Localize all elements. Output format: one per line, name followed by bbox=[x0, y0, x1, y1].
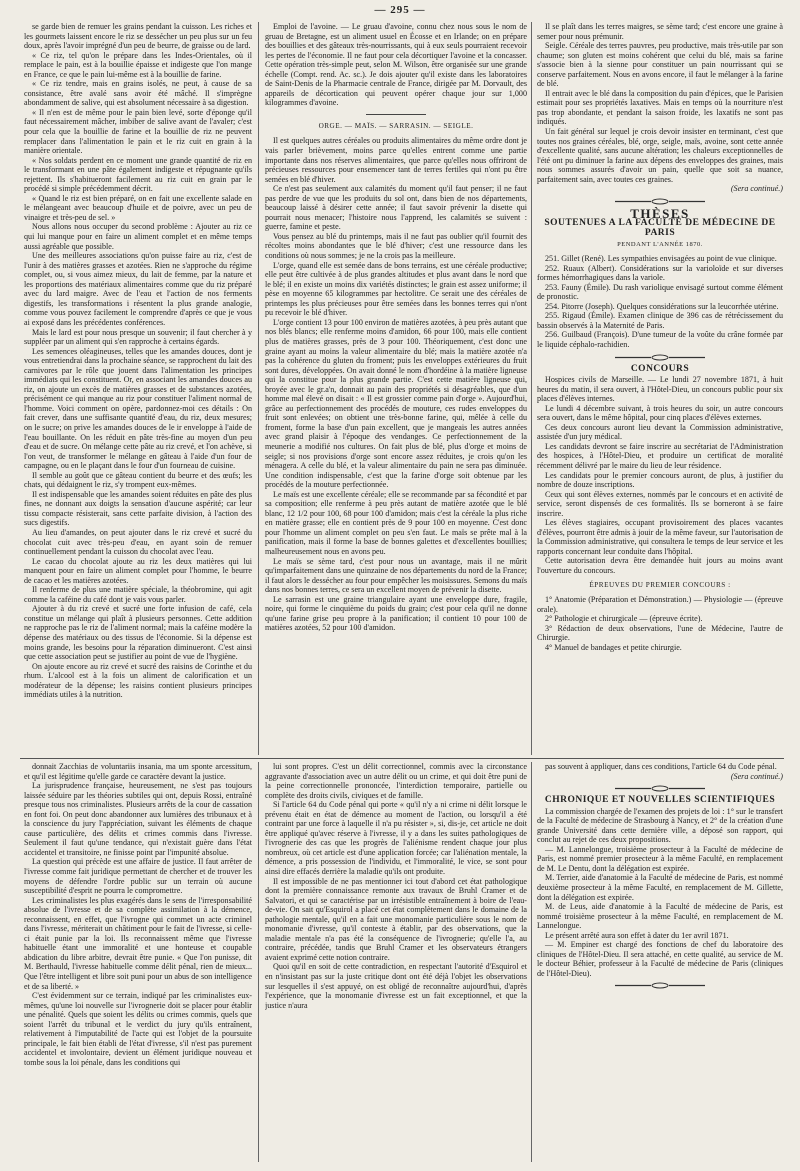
paragraph: Les candidats devront se faire inscrire au secrétariat de l'Administration des hospices, à l'Hôtel-Dieu, et produire un certificat de moralité récemment délivré par le maire du lieu de leur résidence. bbox=[537, 441, 783, 470]
news-item: M. de Leus, aide d'anatomie à la Faculté de médecine de Paris, est nommé troisième prosecteur à la même Faculté, en remplacement de M. Lannelongue. bbox=[537, 902, 783, 931]
paragraph: Un fait général sur lequel je crois devoir insister en terminant, c'est que toutes nos graines céréales, blé, orge, seigle, maïs, avoine, sont cette année d'excellente qualité, sans aucune altération; les chaleurs exceptionnelles de l'été ont pu diminuer la farine aux dépens des enveloppes des graines, mais nous sommes assurés d'avoir un pain, quelle que soit sa nuance, parfaitement sain, avec toutes ces graines. bbox=[537, 127, 783, 184]
epreuves-heading: ÉPREUVES DU PREMIER CONCOURS : bbox=[589, 580, 731, 589]
thesis-entry: 251. Gillet (René). Les sympathies envisagées au point de vue clinique. bbox=[545, 254, 777, 264]
column-divider bbox=[258, 762, 259, 1162]
paragraph: Seigle. Céréale des terres pauvres, peu productive, mais très-utile par son chaume; son gluten est moins cohérent que celui du blé, mais sa farine s'associe bien à la sienne pour constituer un pain nourrissant qui se conserve parfaitement. Nous en avons encore, il faut le mélanger à la farine de blé. bbox=[537, 41, 783, 89]
paragraph: pas souvent à appliquer, dans ces conditions, l'article 64 du Code pénal. bbox=[545, 762, 777, 771]
paragraph: Mais le lard est pour nous presque un souvenir; il faut chercher à y suppléer par un aliment qui s'en rapproche à certains égards. bbox=[24, 327, 252, 347]
paragraph: Les élèves stagiaires, occupant provisoirement des places vacantes d'élèves, pourront être admis à jouir de la même faveur, sur l'autorisation de la Commission administrative, qui consultera le temps de leur service et les rapports concernant leur conduite dans l'hôpital. bbox=[537, 518, 783, 556]
paragraph: lui sont propres. C'est un délit correctionnel, commis avec la circonstance aggravante d'association avec un autre délit ou un crime, et qui doit être puni de la peine correctionnelle prononcée, l'interdiction temporaire, partielle ou complète des droits civils, civiques et de famille. bbox=[265, 762, 527, 800]
paragraph: Les semences oléagineuses, telles que les amandes douces, dont je vous entretiendrai dans la prochaine séance, se rapprochent du lait des carnivores par le rôle que jouent dans l'alimentation les principes immédiats qui les constituent. Or, en associant les amandes douces au riz, on ajoute un excès de matières grasses et de substances azotées, précisément ce qui manque au riz pour constituer l'aliment normal de l'homme. Voici comment on opère, pardonnez-moi ces détails : On fait crever, dans une suffisante quantité d'eau, du riz, deux mesures; on le sucre; on prive les amandes douces de le ir enveloppe à l'aide de l'eau bouillante. On les réduit en pâte très-fine au moyen d'un peu d'eau et de sucre. On mélange cette pâte au riz crevé, et l'on achève, si l'on veut, de transformer le mélange en gâteau à l'aide d'un four de campagne, ou en le plaçant dans le four d'un fourneau de cuisine. bbox=[24, 346, 252, 471]
thesis-entry: 253. Fauny (Émile). Du rash variolique envisagé surtout comme élément de pronostic. bbox=[537, 282, 783, 302]
paragraph: Il semble au goût que ce gâteau contient du beurre et des œufs; les chats, qui dédaignent le riz, s'y trompent eux-mêmes. bbox=[24, 470, 252, 490]
section-divider bbox=[20, 758, 784, 759]
news-item: — M. Empiner est chargé des fonctions de chef du laboratoire des cliniques de l'Hôtel-Dieu. Il sera attaché, en cette qualité, au service de M. le docteur Béhier, professeur à la Faculté de médecine de Paris (cliniques de l'Hôtel-Dieu). bbox=[537, 940, 783, 978]
thesis-entry: 252. Ruaux (Albert). Considérations sur la varioloïde et sur diverses formes hémorrhagiques dans la variole. bbox=[537, 263, 783, 283]
paragraph: Il est indispensable que les amandes soient réduites en pâte des plus fines, ne donnant aux doigts la sensation d'aucune aspérité; car leur tissu compacte résisterait, sans cette parfaite division, à l'action des sucs digestifs. bbox=[24, 489, 252, 528]
paragraph: Vous pensez au blé du printemps, mais il ne faut pas oublier qu'il fournit des récoltes moins abondantes que le blé d'hiver; c'est une ressource dans les conditions où nous sommes; je ne la crois pas la meilleure. bbox=[265, 231, 527, 261]
paragraph: Si l'article 64 du Code pénal qui porte « qu'il n'y a ni crime ni délit lorsque le prévenu était en état de démence au moment de l'action, ou lorsqu'il a été contraint par une force à laquelle il n'a pu résister », si, dis-je, cet article ne doit être appliqué qu'avec réserve à l'ivresse, il y a dans les suites pathologiques de l'ivrognerie des cas que les progrès de l'aliénisme rendent chaque jour plus nombreux, où cet article est d'une application forcée; car l'aliénation mentale, la démence, a pris possession de l'individu, et l'immoralité, le vice, se sont pour ainsi dire effacés derrière la maladie qu'ils ont produite. bbox=[265, 800, 527, 877]
paragraph: La jurisprudence française, heureusement, ne s'est pas toujours laissée séduire par les théories subtiles qui ont, depuis Rossi, entraîné presque tous nos criminalistes. Plusieurs arrêts de la cour de cassation en font foi. On peut donc abandonner aux lumières des tribunaux et à la conscience du jury l'appréciation, suivant les éléments de chaque cause particulière, des délits et crimes commis dans l'ivresse. Seulement il faut qu'une tendance, qui n'existait guère dans l'état accidentel et transitoire, ne finisse point par l'impunité absolue. bbox=[24, 781, 252, 857]
ornament-rule bbox=[537, 198, 783, 205]
paragraph: « Quand le riz est bien préparé, on en fait une excellente salade en le mélangeant avec beaucoup d'huile et de poivre, avec un peu de vinaigre et très-peu de sel. » bbox=[24, 193, 252, 222]
thesis-entry: 256. Guilbaud (François). D'une tumeur de la voûte du crâne formée par le liquide céphalo-rachidien. bbox=[537, 330, 783, 349]
paragraph: Le lundi 4 décembre suivant, à trois heures du soir, un autre concours sera ouvert, dans le même hôpital, pour cinq places d'élèves externes. bbox=[537, 403, 783, 423]
paragraph: Cette autorisation devra être demandée huit jours au moins avant l'ouverture du concours. bbox=[537, 556, 783, 575]
ornament-rule bbox=[537, 354, 783, 361]
paragraph: Il renferme de plus une matière spéciale, la théobromine, qui agit comme la caféine du café dont je vais vous parler. bbox=[24, 585, 252, 604]
paragraph: L'orge, quand elle est semée dans de bons terrains, est une céréale productive; elle peut être cultivée à de plus grandes altitudes et plus avant dans le nord que le blé; il en existe un moins dix variétés distinctes; le grain est assez uniforme; il pèse en moyenne 65 kilogrammes par hectolitre. Ce serait une des céréales de printemps les plus précieuses pour être semées dans les bonnes terres qui n'ont pu recevoir le blé d'hiver. bbox=[265, 260, 527, 318]
epreuve-item: 3° Rédaction de deux observations, l'une de Médecine, l'autre de Chirurgie. bbox=[537, 623, 783, 643]
paragraph: Il est quelques autres céréales ou produits alimentaires du même ordre dont je vais parler brièvement, moins parce qu'elles entrent comme une partie importante dans nos réserves alimentaires, que parce qu'elles nous offriront de précieuses ressources pour ensemencer tant de terres fertiles qui n'ont pu être semées en blé d'hiver. bbox=[265, 136, 527, 184]
theses-year: PENDANT L'ANNÉE 1870. bbox=[617, 241, 703, 249]
section-heading: ORGE. — MAÏS. — SARRASIN. — SEIGLE. bbox=[318, 121, 474, 130]
column-2-top bbox=[265, 22, 527, 755]
news-item: M. Terrier, aide d'anatomie à la Faculté de médecine de Paris, est nommé deuxième prosecteur à la même Faculté, en remplacement de M. Gillette, dont la délégation est expirée. bbox=[537, 873, 783, 902]
paragraph: Il se plaît dans les terres maigres, se sème tard; c'est encore une graine à semer pour nous prémunir. bbox=[537, 22, 783, 41]
paragraph: Une des meilleures associations qu'on puisse faire au riz, c'est de l'unir à des matières grasses et azotées. Rien ne s'approche du régime complet, ou, si vous aimez mieux, du lait de femme, par la nature et les proportions des matériaux alimentaires comme que du riz préparé avec du lard maigre. Avec de l'eau et l'action de nos ferments digestifs, les transformations i résentent la plus grande analogie, comme vous pouvez facilement le comprendre d'après ce que je vous ai exposé dans les précédentes conférences. bbox=[24, 251, 252, 327]
paragraph: On ajoute encore au riz crevé et sucré des raisins de Corinthe et du rhum. L'alcool est à la fois un aliment de calorification et un modérateur de la dépense; les raisins contient plusieurs principes immédiats utiles à la nutrition. bbox=[24, 661, 252, 700]
theses-title: THÈSES bbox=[630, 205, 690, 221]
epreuve-item: 1° Anatomie (Préparation et Démonstration.) — Physiologie — (épreuve orale). bbox=[537, 595, 783, 614]
chronique-title: CHRONIQUE ET NOUVELLES SCIENTIFIQUES bbox=[544, 795, 776, 806]
paragraph: Le maïs se sème tard, c'est pour nous un avantage, mais il ne mûrit qu'imparfaitement dans une quinzaine de nos départements du nord de la France; il faut alors le dessécher au four pour empêcher les moisissures. Semons du maïs dans nos bonnes terres, ce sera un excellent moyen de prévenir la disette. bbox=[265, 556, 527, 595]
paragraph: Quoi qu'il en soit de cette contradiction, en respectant l'autorité d'Esquirol et en n'insistant pas sur la juste critique dont ont été déjà l'objet les observations sur lesquelles il s'est appuyé, on est obligé de reconnaître aujourd'hui, d'après l'expérience, que la monomanie d'ivresse est un fait exceptionnel, et que la justice n'aura bbox=[265, 962, 527, 1010]
paragraph: C'est évidemment sur ce terrain, indiqué par les criminalistes eux-mêmes, qu'une loi nouvelle sur l'ivrognerie doit se placer pour établir une pénalité. Quels que soient les délits ou crimes commis, quels que soient l'arrêt du tribunal et le verdict du jury qu'ils entraînent, relativement à l'imputabilité de l'acte qui est l'objet de la poursuite principale, le fait bien établi de l'état d'ivresse, s'il n'est pas purement accidentel et involontaire, devient un élément juridique nouveau et tombe sous la loi pénale, dans les conditions qui bbox=[24, 991, 252, 1067]
ornament-rule bbox=[537, 785, 783, 792]
paragraph: « Nos soldats perdent en ce moment une grande quantité de riz en le transformant en une pâte également indigeste et répugnante qu'ils rejettent. Ils s'habitueront facilement au riz cuit en grain par le procédé si simple précédemment décrit. bbox=[24, 155, 252, 194]
column-3-bottom bbox=[537, 762, 783, 1162]
column-3-top bbox=[537, 22, 783, 755]
paragraph: « Il n'en est de même pour le pain bien levé, sorte d'éponge qu'il faut nécessairement mâcher, imbiber de salive avant de l'avaler; c'est pour cela que la bouillie de farine et la bouillie de riz ne peuvent remplacer dans l'alimentation le pain et le riz cuit en grain à la manière orientale. bbox=[24, 107, 252, 156]
paragraph: « Ce riz tendre, mais en grains isolés, ne peut, à cause de sa consistance, être avalé sans avoir été mâché. Il s'imprègne abondamment de salive, qui est absolument nécessaire à sa digestion. bbox=[24, 79, 252, 108]
paragraph: Il entrait avec le blé dans la composition du pain d'épices, que le Parisien estimait pour ses propriétés laxatives. Mais en temps où la nourriture n'est pas trop abondante, et pendant la saison froide, les laxatifs ne sont pas indiqués. bbox=[537, 88, 783, 127]
column-divider bbox=[258, 22, 259, 755]
thesis-entry: 254. Pitorre (Joseph). Quelques considérations sur la leucorrhée utérine. bbox=[545, 301, 779, 311]
paragraph: Les criminalistes les plus exagérés dans le sens de l'irresponsabilité absolue de l'ivresse et de sa complète assimilation à la démence, reconnaissent, en effet, que l'ivrogne qui commet un acte criminel dans l'ivresse, mériterait un châtiment pour le fait de l'ivresse, si celle-ci était punie par la loi. Ils reconnaissent même que l'ivresse habituelle étant une immoralité et une honteuse et coupable abdication du libre arbitre, devrait être punie. « Que l'on punisse, dit M. Berthauld, l'ivresse habituelle comme délit pénal, rien de mieux... Que l'être intelligent et libre soit puni pour un abus de son intelligence et de sa liberté. » bbox=[24, 895, 252, 991]
paragraph: Nous allons nous occuper du second problème : Ajouter au riz ce qui lui manque pour en faire un aliment complet et en même temps aussi agréable que possible. bbox=[24, 222, 252, 251]
column-divider bbox=[531, 762, 532, 1162]
news-item: — M. Lannelongue, troisième prosecteur à la Faculté de médecine de Paris, est nommé premier prosecteur à la même Faculté, en remplacement de M. Le Dentu, dont la délégation est expirée. bbox=[537, 844, 783, 873]
paragraph: Au lieu d'amandes, on peut ajouter dans le riz crevé et sucré du chocolat cuit avec très-peu d'eau, en ayant soin de remuer continuellement pendant la cuisson du chocolat avec l'eau. bbox=[24, 527, 252, 557]
theses-subtitle: SOUTENUES A LA FACULTÉ DE MÉDECINE DE PARIS bbox=[544, 218, 776, 238]
column-1-top bbox=[24, 22, 252, 755]
paragraph: Il est impossible de ne pas mentionner ici tout d'abord cet état pathologique dont la première connaissance remonte aux travaux de Bruhl Cramer et de Salvatori, et qui se caractérise par un irrésistible entraînement à boire de l'eau-de-vie. On sait qu'Esquirol a placé cet état complètement dans le domaine de la pathologie mentale, qu'il en a fait une monomanie particulière sous le nom de monomanie d'ivresse, qu'il conteste à établir, par des observations, que la maladie mentale n'a pas été la conséquence de l'ivrognerie; qu'elle l'a, au contraire, précédée, tandis que Bruhl Cramer et les observateurs étrangers avaient exprimé cette notion contraire. bbox=[265, 876, 527, 962]
paragraph: Les candidats pour le premier concours auront, de plus, à justifier du nombre de douze inscriptions. bbox=[537, 470, 783, 490]
paragraph: Ceux qui sont élèves externes, nommés par le concours et en activité de service, seront dispensés de ces formalités. Ils se borneront à se faire inscrire. bbox=[537, 489, 783, 518]
column-divider bbox=[531, 22, 532, 755]
paragraph: Le sarrasin est une graine triangulaire ayant une enveloppe dure, fragile, noire, qui forme le cinquième du poids du grain; c'est pour cela qu'il ne donne qu'une farine grise peu propre à la panification; il contient 10 pour 100 de matières azotées, 52 pour 100 d'amidon. bbox=[265, 594, 527, 633]
to-be-continued: (Sera continué.) bbox=[730, 771, 783, 781]
to-be-continued: (Sera continué.) bbox=[730, 184, 783, 194]
paragraph: Ajouter à du riz crevé et sucré une forte infusion de café, cela constitue un mélange qui plaît à plusieurs personnes. Cette addition ne rapproche pas le riz de l'aliment normal; mais la caféine modère la dépense des matériaux ou des tissus de l'économie. Si la dépense est moins grande, les besoins pour la réparation diminueront. C'est ainsi que cette association peut se justifier au point de vue de l'hygiène. bbox=[24, 604, 252, 662]
paragraph: « Ce riz, tel qu'on le prépare dans les Indes-Orientales, où il remplace le pain, est à la bouillie épaisse et indigeste que l'on mange en France, ce que le pain lui-même est à la bouillie de farine. bbox=[24, 50, 252, 79]
paragraph: La question qui précède est une affaire de justice. Il faut arrêter de l'ivresse comme fait juridique permettant de chercher et de trouver les moyens de défendre l'ordre public sur un terrain où aucune susceptibilité d'esprit ne pourra le compromettre. bbox=[24, 857, 252, 896]
paragraph: L'orge contient 13 pour 100 environ de matières azotées, à peu près autant que nos blés blancs; elle renferme moins d'amidon, 66 pour 100, mais elle contient plus de matières grasses, près de 3 pour 100. Théoriquement, c'est donc une graine ayant au moins la valeur alimentaire du blé; mais la matière azotée n'a pas la cohérence du gluten du froment; puis les enveloppes extérieures du fruit sont dures, développées. On avait donné le nom d'hordéine à la matière ligneuse qui la constitue pour la plus grande partie. C'est cette matière ligneuse qui, broyée avec le gr.a'n, donnait au pain des propriétés si désagréables, que d'un homme mal élevé on disait : « Il est grossier comme pain d'orge ». Aujourd'hui, grâce au perfectionnement des procédés de mouture, ces rudes enveloppes du fruit sont enlevées; on obtient une très-bonne farine, qui, mêlée à celle du froment, forme la base d'un pain excellent, que je mangeais les autres années avec grand plaisir à l'époque des vendanges. Ce perfectionnement de la meunerie a modifié nos cultures. On fait plus de blé, plus d'orge et moins de seigle; si nos provisions d'orge sont encore assez réduites, je crois qu'on les ménagera. A celle du blé, et la valeur alimentaire du pain ne sera pas diminuée. Une condition indispensable, c'est que la farine d'orge soit obtenue par les procédés de la mouture perfectionnée. bbox=[265, 317, 527, 490]
news-item: La commission chargée de l'examen des projets de loi : 1° sur le transfert de la Faculté de médecine de Strasbourg à Nancy, et 2° de la création d'une grande Université dans cette dernière ville, a déposé son rapport, qui conclut au rejet de ces deux propositions. bbox=[537, 806, 783, 845]
paragraph: Le cacao du chocolat ajoute au riz les deux matières qui lui manquent pour en faire un aliment complet pour l'homme, le beurre de cacao et les matières azotées. bbox=[24, 556, 252, 585]
thesis-entry: 255. Rigaud (Émile). Examen clinique de 396 cas de rétrécissement du bassin observés à la Maternité de Paris. bbox=[537, 311, 783, 330]
news-item: Le présent arrêté aura son effet à dater du 1er avril 1871. bbox=[545, 930, 729, 940]
ornament-rule bbox=[537, 982, 783, 989]
concours-title: CONCOURS bbox=[630, 363, 690, 374]
column-2-bottom bbox=[265, 762, 527, 1162]
paragraph: donnait Zacchias de voluntariis insania, ma um sponte arcessitum, et qu'il est légitime qu'elle garde ce caractère devant la justice. bbox=[24, 762, 252, 781]
column-1-bottom bbox=[24, 762, 252, 1162]
paragraph: se garde bien de remuer les grains pendant la cuisson. Les riches et les gourmets laissent encore le riz se dessécher un peu plus sur un feu doux, après l'avoir imprégné d'un peu de beurre, de graisse ou de lard. bbox=[24, 22, 252, 51]
paragraph: Emploi de l'avoine. — Le gruau d'avoine, connu chez nous sous le nom de gruau de Bretagne, est un aliment usuel en Écosse et en Irlande; on en prépare des bouillies et des gâteaux très-nourrissants, qui à eux seuls pourraient recevoir les pertes de l'économie. Il ne faut pour cela décortiquer l'avoine et la concasser. Cette opération très-simple peut, selon M. Wilson, être organisée sur une grande échelle (Compt. rend. Ac. sc.). Je dois ajouter qu'il existe dans les laboratoires de Saint-Denis de la Pharmacie centrale de France, dirigée par M. Dorvault, des appareils de décortication qui peuvent opérer chaque jour sur 1,000 kilogrammes d'avoine. bbox=[265, 22, 527, 108]
epreuve-item: 4° Manuel de bandages et petite chirurgie. bbox=[545, 642, 682, 652]
paragraph: Hospices civils de Marseille. — Le lundi 27 novembre 1871, à huit heures du matin, il sera ouvert, à l'Hôtel-Dieu, un concours public pour six places d'élèves internes. bbox=[537, 375, 783, 404]
page-number: — 295 — bbox=[374, 4, 426, 16]
ornament-rule bbox=[265, 112, 527, 117]
paragraph: Ces deux concours auront lieu devant la Commission administrative, assistée d'un jury médical. bbox=[537, 422, 783, 442]
paragraph: Le maïs est une excellente céréale; elle se recommande par sa fécondité et par sa composition; elle renferme à peu près autant de matière azotée que le blé blanc, 12 1/2 pour 100, 68 pour 100 d'amidon; mais c'est la céréale la plus riche en matière grasse; elle en contient près de 9 pour 100 en moyenne. C'est donc pour l'homme un aliment complet on peu s'en faut. Le maïs se prête mal à la panification, mais il forme la base de bonnes galettes et d'excellentes bouillies; malheureusement nous en avons peu. bbox=[265, 489, 527, 556]
paragraph: Ce n'est pas seulement aux calamités du moment qu'il faut penser; il ne faut pas perdre de vue que les produits du sol ont, dans bien de nos départements, beaucoup laissé à désirer cette année; il faut savoir prévenir la disette qui pourrait nous menacer; l'histoire nous l'apprend, les calamités se suivent : guerre, famine et peste. bbox=[265, 184, 527, 232]
epreuve-item: 2° Pathologie et chirurgicale — (épreuve écrite). bbox=[545, 614, 703, 624]
